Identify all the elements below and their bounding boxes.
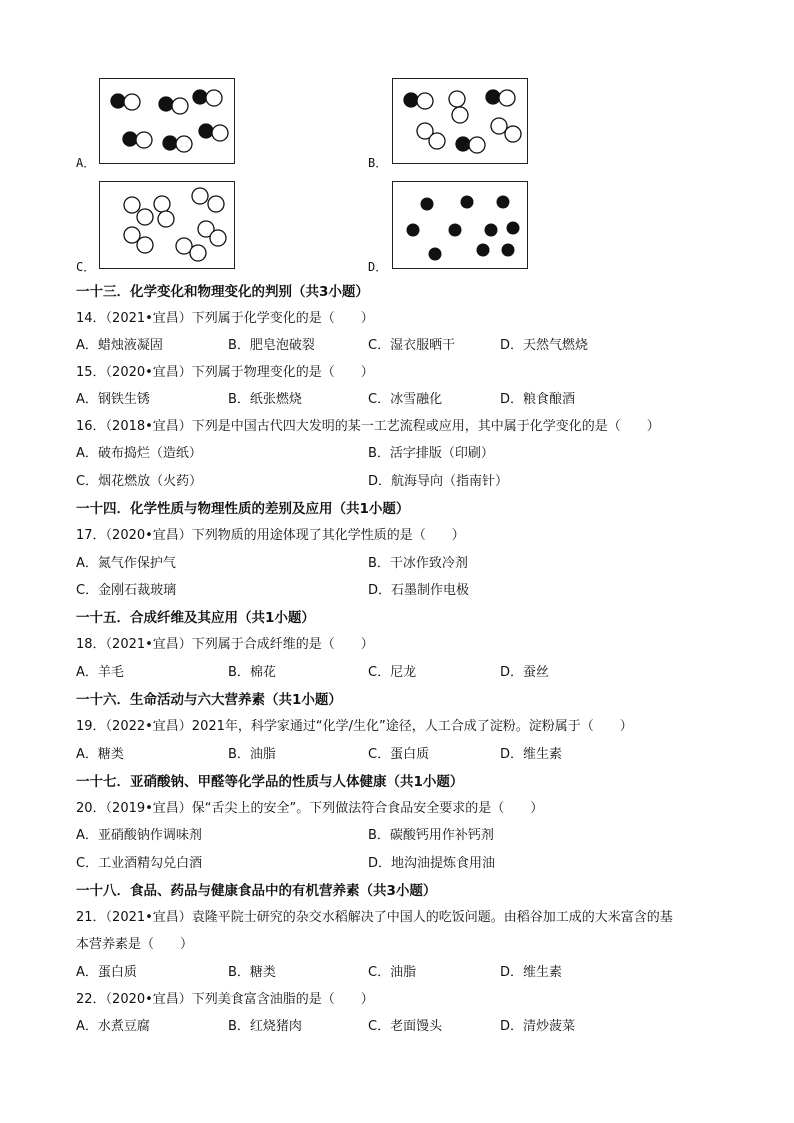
question-stem: 14．（2021•宜昌）下列属于化学变化的是（ ） [76,311,374,326]
option-a: A．蛋白质 [76,965,137,980]
question-stem: 20．（2019•宜昌）保“舌尖上的安全”。下列做法符合食品安全要求的是（ ） [76,801,544,816]
option-c: C．工业酒精勾兑白酒 [76,856,203,871]
option-a: A．蜡烛液凝固 [76,338,163,353]
figure-b-label: B． [368,156,388,170]
option-c: C．蛋白质 [368,747,430,762]
question-stem: 15．（2020•宜昌）下列属于物理变化的是（ ） [76,365,374,380]
question-stem: 22．（2020•宜昌）下列美食富含油脂的是（ ） [76,992,374,1007]
option-c: C．金刚石裁玻璃 [76,583,177,598]
option-b: B．肥皂泡破裂 [228,338,315,353]
section-title: 一十七．亚硝酸钠、甲醛等化学品的性质与人体健康（共1小题） [76,774,464,790]
question-stem: 16．（2018•宜昌）下列是中国古代四大发明的某一工艺流程或应用，其中属于化学变化的是（ ） [76,419,660,434]
section-title: 一十六．生命活动与六大营养素（共1小题） [76,692,342,708]
option-b: B．油脂 [228,747,276,762]
option-c: C．尼龙 [368,665,417,680]
figure-c-molecules [99,181,235,269]
option-b: B．纸张燃烧 [228,392,302,407]
option-b: B．干冰作致冷剂 [368,556,468,571]
option-c: C．湿衣服晒干 [368,338,456,353]
question-stem: 17．（2020•宜昌）下列物质的用途体现了其化学性质的是（ ） [76,528,465,543]
figure-b-molecules [392,78,528,164]
option-a: A．破布捣烂（造纸） [76,446,202,461]
option-b: B．棉花 [228,665,276,680]
option-a: A．钢铁生锈 [76,392,150,407]
option-d: D．天然气燃烧 [500,338,589,353]
option-c: C．烟花燃放（火药） [76,474,203,489]
question-stem: 19．（2022•宜昌）2021年，科学家通过“化学/生化”途径，人工合成了淀粉。淀粉属于（ ） [76,719,633,734]
option-c: C．冰雪融化 [368,392,443,407]
section-title: 一十三．化学变化和物理变化的判别（共3小题） [76,284,369,300]
option-d: D．地沟油提炼食用油 [368,856,496,871]
option-b: B．糖类 [228,965,276,980]
option-a: A．氮气作保护气 [76,556,176,571]
option-b: B．活字排版（印刷） [368,446,494,461]
question-stem: 18．（2021•宜昌）下列属于合成纤维的是（ ） [76,637,374,652]
option-d: D．航海导向（指南针） [368,474,509,489]
option-c: C．油脂 [368,965,417,980]
figure-c-label: C． [76,260,96,274]
section-title: 一十四．化学性质与物理性质的差别及应用（共1小题） [76,501,410,517]
figure-d-label: D． [368,260,388,274]
figure-a-molecules [99,78,235,164]
option-c: C．老面馒头 [368,1019,443,1034]
option-b: B．碳酸钙用作补钙剂 [368,828,494,843]
option-a: A．亚硝酸钠作调味剂 [76,828,202,843]
figure-a-label: A． [76,156,96,170]
question-stem-continued: 本营养素是（ ） [76,937,194,952]
option-d: D．蚕丝 [500,665,550,680]
section-title: 一十五．合成纤维及其应用（共1小题） [76,610,315,626]
option-a: A．糖类 [76,747,124,762]
question-stem: 21．（2021•宜昌）袁隆平院士研究的杂交水稻解决了中国人的吃饭问题。由稻谷加工成的大米富含的基 [76,910,673,925]
option-a: A．羊毛 [76,665,124,680]
option-d: D．维生素 [500,965,563,980]
figure-d-molecules [392,181,528,269]
option-d: D．粮食酿酒 [500,392,576,407]
option-a: A．水煮豆腐 [76,1019,150,1034]
option-d: D．石墨制作电极 [368,583,470,598]
option-b: B．红烧猪肉 [228,1019,302,1034]
option-d: D．维生素 [500,747,563,762]
option-d: D．清炒菠菜 [500,1019,576,1034]
section-title: 一十八．食品、药品与健康食品中的有机营养素（共3小题） [76,883,437,899]
